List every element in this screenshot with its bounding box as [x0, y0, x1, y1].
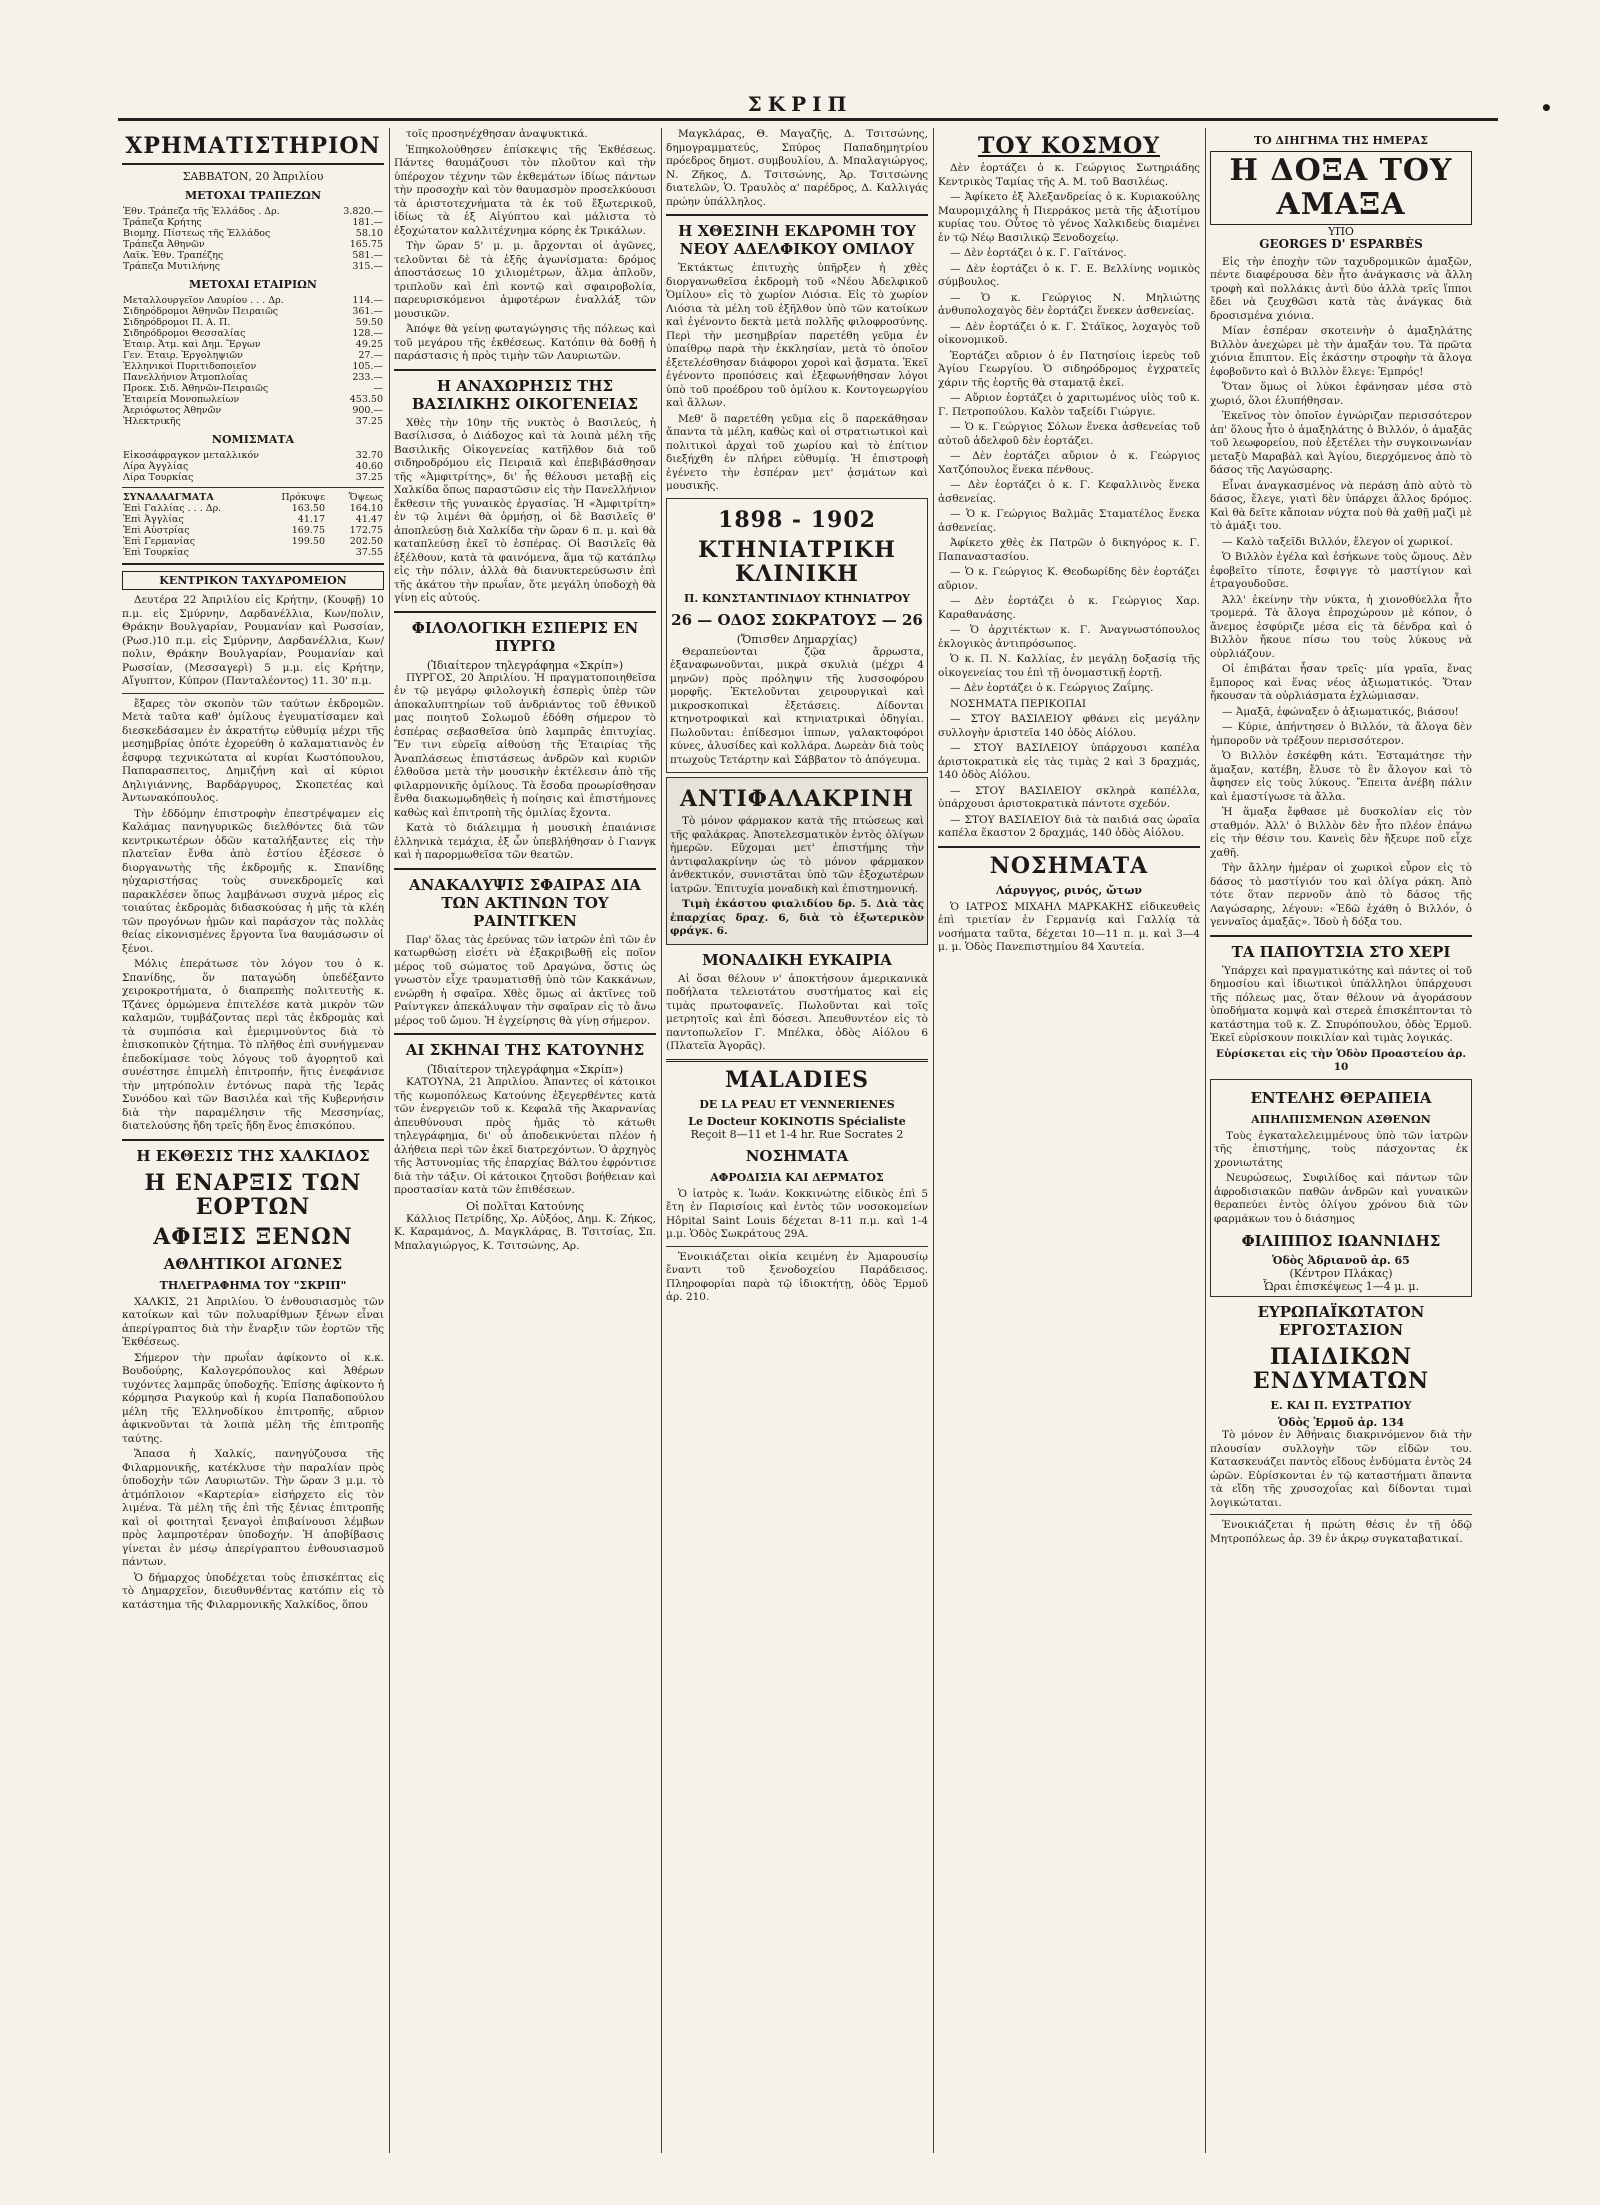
quote-value: 361.— — [352, 306, 383, 317]
society-title: ΤΟΥ ΚΟΣΜΟΥ — [978, 133, 1160, 159]
paragraph: ΠΥΡΓΟΣ, 20 Ἀπριλίου. Ἡ πραγματοποιηθεῖσα ἐν τῷ μεγάρῳ φιλολογικὴ ἑσπερὶς ὑπὲρ τῶν ἀποκαλυπτηρίων τοῦ ἀνδριάντος τοῦ ἐθνικοῦ μας ποιητοῦ Σολωμοῦ ἐδόθη σήμερον τὸ ἑσπέρας σεβασθεῖσα ὑπὸ λαμπρᾶς ἐπιτυχίας. Ἔν τινι εὐρεῖᾳ αἰθούσῃ τῆς Ἑταιρίας τῆς Ἀναπλάσεως ἐπιστάσεως ἀνδρῶν καὶ κυριῶν ἐλθοῦσα μετὰ τὴν μουσικὴν ἐκτέλεσιν ἀπὸ τῆς φιλαρμονικῆς ὁμίλους. Τὰ ἔσοδα προωρίσθησαν ἔνθα διακωμῳδηθεὶς ἡ ποίησις καὶ ἐπιστήμονες καθὼς καὶ ἐπιτροπὴ τῆς ὁμιλίας ἔχοντα. — [394, 671, 656, 819]
doctor-ad-gr-text: Ὁ ἰατρὸς κ. Ἰωάν. Κοκκινώτης εἰδικὸς ἐπὶ 5 ἔτη ἐν Παρισίοις καὶ ἐντὸς τῶν νοσοκομείων Hôpital Saint Louis δέχεται 8-11 π.μ. καὶ 1-4 μ.μ. Ὁδὸς Σωκράτους 29Α. — [666, 1187, 928, 1240]
society-item: — Δὲν ἑορτάζει ὁ κ. Γ. Γαϊτάνος. — [950, 247, 1127, 259]
divider — [666, 1059, 928, 1062]
divider — [122, 693, 384, 694]
paragraph: Τὴν ὥραν 5' μ. μ. ἄρχονται οἱ ἀγῶνες, τελοῦνται δὲ τὰ ἑξῆς ἀγωνίσματα: δρόμος ἀποστάσεως 10 χιλιομέτρων, ἅλμα ἁπλοῦν, τριπλοῦν καὶ ἐπὶ κοντῷ καὶ σφαιροβολία, παρευρισκόμενοι ἀμφοτέρων ἐναλλάξ τῶν μουσικῶν. — [394, 240, 656, 320]
quote-row — [122, 472, 384, 483]
header-rule — [118, 118, 1498, 121]
story-paragraph: — Κύριε, ἀπήντησεν ὁ Βιλλόν, τὰ ἄλογα δὲν ἠμποροῦν νὰ τρέξουν περισσότερον. — [1210, 721, 1472, 747]
doctor-ad-sub: DE LA PEAU ET VENNERIENES — [699, 1097, 895, 1111]
companies-title: ΜΕΤΟΧΑΙ ΕΤΑΙΡΙΩΝ — [189, 278, 317, 291]
divider — [122, 163, 384, 165]
quote-row — [122, 306, 384, 317]
quote-value: 3.820.— — [343, 206, 383, 217]
quote-row — [122, 361, 384, 372]
society-item: — ΣΤΟΥ ΒΑΣΙΛΕΙΟΥ ὑπάρχουσι καπέλα ἀριστοκρατικὰ εἰς τὰς τιμὰς 2 καὶ 3 δραχμάς, 140 ὁδὸς Αἰόλου. — [938, 742, 1200, 781]
paragraph: Ἐπηκολούθησεν ἐπίσκεψις τῆς Ἐκθέσεως. Πάντες θαυμάζουσι τὸν πλοῦτον καὶ τὴν ὑπέροχον τέχνην τῶν ἐκθεμάτων ἰδίως πάντων τὴν προσοχὴν καὶ τὸν θαυμασμὸν προσελκύουσι τὰ ἀριστοτεχνήματα τὰ ἐκ τοῦ ἔξωτερικοῦ, ἰδίως τὰ ἐξ Αἰγύπτου καὶ μάλιστα τὸ ἐξοχώτατον καλλιτέχνημα κόρης ἐκ Τρικάλων. — [394, 143, 656, 237]
quote-value: 58.10 — [355, 228, 383, 239]
quote-row — [122, 394, 384, 405]
clinic-ad — [666, 498, 928, 774]
page-header — [0, 0, 1600, 125]
quote-value: 315.— — [352, 261, 383, 272]
katounis-telegram: (Ἰδιαίτερον τηλεγράφημα «Σκρίπ») — [426, 1063, 624, 1076]
quote-label: Ἐπὶ Αὐστρίας — [123, 525, 190, 536]
quote-row — [122, 536, 384, 547]
hair-ad-price: Τιμὴ ἑκάστου φιαλιδίου δρ. 5. Διὰ τὰς ἐπαρχίας δραχ. 6, διὰ τὸ ἐξωτερικὸν φράγκ. 6. — [670, 898, 924, 937]
post-text: Δευτέρα 22 Ἀπριλίου εἰς Κρήτην, (Κουφῇ) 10 π.μ. εἰς Σμύρνην, Δαρδανέλλια, Κων/πολιν, Θράκην Βουλγαρίαν, Ρουμανίαν καὶ Ρωσσίαν, (Ρωσ.)10 π.μ. εἰς Σμύρνην, Δαρδανέλλια, Κων/πολιν, Θράκην Βουλγαρίαν, Ρουμανίαν καὶ Ρωσσίαν, (Μεσσαγερὶ) 5 μ.μ. εἰς Κρήτην, Αἴγυπτον, Κύπρον (Πανταλέοντος) 11. 30' π.μ. — [122, 594, 384, 687]
quote-label: Λίρα Ἀγγλίας — [123, 461, 189, 472]
society-item: — Δὲν ἑορτάζει ὁ κ. Γεώργιος Χαρ. Καραθανάσης. — [938, 595, 1200, 621]
quote-row — [122, 217, 384, 228]
quote-label: Ἐπὶ Γαλλίας . . . Δρ. — [123, 503, 222, 514]
divider — [122, 563, 384, 565]
society-item: — Ὁ κ. Γεώργιος Σόλων ἕνεκα ἀσθενείας τοῦ αὐτοῦ ἀδελφοῦ δὲν ἑορτάζει. — [938, 421, 1200, 447]
quote-row — [122, 383, 384, 394]
quote-row — [122, 239, 384, 250]
society-item: Δὲν ἑορτάζει ὁ κ. Γεώργιος Σωτηριάδης Κεντρικὸς Ταμίας τῆς Α. Μ. τοῦ Βασιλέως. — [938, 162, 1200, 188]
society-item: — Δὲν ἑορτάζει ὁ κ. Γεώργιος Ζαΐμης. — [950, 682, 1154, 694]
quote-value: 233.— — [352, 372, 383, 383]
quote-value: 114.— — [352, 295, 383, 306]
society-item: Ὁ κ. Π. Ν. Καλλίας, ἐν μεγάλῃ δοξασίᾳ τῆς οἰκογενείας του ἐπὶ τῇ ὀνομαστικῇ ἑορτῇ. — [938, 653, 1200, 679]
quote-value: 163.50 — [291, 503, 325, 514]
clothing-ad-address: Ὁδὸς Ἑρμοῦ ἀρ. 134 — [1277, 1416, 1405, 1429]
column-3 — [666, 128, 928, 2158]
quote-value: 40.60 — [355, 461, 383, 472]
column-divider — [661, 128, 662, 2153]
quote-row — [122, 461, 384, 472]
quote-value: 37.55 — [355, 547, 383, 558]
doctor-ad-gr-title: ΝΟΣΗΜΑΤΑ — [745, 1146, 849, 1165]
therapy-ad-text: Νευρώσεως, Συφιλίδος καὶ πάντων τῶν ἀφροδισιακῶν παθῶν ἀνδρῶν καὶ γυναικῶν θεραπεύει ἐντὸς ὀλίγου χρόνου διὰ τῶν φαρμάκων του ὁ διάσημος — [1214, 1172, 1468, 1225]
story-paragraph: Ἡ ἅμαξα ἔφθασε μὲ δυσκολίαν εἰς τὸν σταθμόν. Ἀλλ' ὁ Βιλλὸν δὲν ἦτο πλέον ἐπάνω εἰς τὴν θέσιν του. Κανεὶς δὲν ἤξευρε ποῦ εἶχε χαθῆ. — [1210, 806, 1472, 859]
story-paragraph: Ἐκεῖνος τὸν ὁποῖον ἐγνώριζαν περισσότερον ἀπ' ὅλους ἦτο ὁ ἁμαξηλάτης ὁ Βιλλόν, ὁ ἁμαξᾶς τοῦ λεωφορείου, ποὺ ἐξετέλει τὴν συγκοινωνίαν μεταξὺ Μαραβὰλ καὶ Ἀγίου, διερχόμενος ἀπὸ τὸ δάσος τῆς Λαγώσαρης. — [1210, 410, 1472, 476]
quote-row — [122, 514, 384, 525]
story-paragraph: Εἰς τὴν ἐποχὴν τῶν ταχυδρομικῶν ἁμαξῶν, πέντε διαφέρουσα δὲν ἦτο ἀνάγκασις νὰ ἄλλη τροφὴ καὶ πολλάκις ἀντὶ δύο ἀλλὰ τρεῖς ἵπποι ἔδει νὰ ζευχθῶσι κατὰ τὰς ἀνάγκας διὰ δροσισμένα χιόνια. — [1210, 255, 1472, 322]
divider — [938, 846, 1200, 848]
banks-table — [122, 206, 384, 272]
story-paragraph: — Καλὸ ταξεῖδι Βιλλόν, ἔλεγον οἱ χωρικοί. — [1222, 535, 1453, 548]
paragraph: Τὴν ἑδδόμην ἐπιστροφὴν ἐπεστρέψαμεν εἰς Καλάμας πανηγυρικῶς διελθόντες διὰ τῶν κεντρικωτέρων ὁδῶν καταλήξαντες εἰς τὴν πλατεῖαν ἔνθα ἀπὸ ἐστίου ἐξέσεσε ὁ διοργανωτὴς τῆς ἐκδρομῆς κ. Σπανίδης ηὐχαριστήσας τοὺς συνεκδρομεῖς καὶ παρακλέσεν ὅπως λαμβάνωσι συχνὰ μέρος εἰς τοιαύτας ἐκδρομὰς διδασκούσας ἡ μῆς τὰ κλέη τῶν προγόνων ἡμῶν καὶ παράσχον τὰς πολλὰς θείας εἰκονισμένες ἔργοντα ἵνα θαυμάσωσιν οἱ ξένοι. — [122, 807, 384, 955]
quote-value: 169.75 — [291, 525, 325, 536]
excursion-title: Η ΧΘΕΣΙΝΗ ΕΚΔΡΟΜΗ ΤΟΥ ΝΕΟΥ ΑΔΕΛΦΙΚΟΥ ΟΜΙΛΟΥ — [678, 222, 916, 258]
therapy-ad-address: Ὁδὸς Ἀδριανοῦ ἀρ. 65 — [1272, 1254, 1410, 1267]
story-paragraph: Ἀλλ' ἐκείνην τὴν νύκτα, ἡ χιονοθύελλα ἦτο τρομερά. Τὰ ἄλογα ἐπροχώρουν μὲ κόπον, ὁ ἄνεμος ἐσφύριζε μέσα εἰς τὰ δένδρα καὶ ὁ Βιλλὸν ἤκουε πίσω του τοὺς λύκους νὰ οὐρλιάζουν. — [1210, 593, 1472, 660]
quote-row — [122, 372, 384, 383]
society-item: — Ὁ ἀρχιτέκτων κ. Γ. Ἀναγνωστόπουλος ἐκλογικὸς ἀντιπρόσωπος. — [938, 624, 1200, 650]
quote-row — [122, 339, 384, 350]
quote-label: Ἐπὶ Ἀγγλίας — [123, 514, 184, 525]
feature-sub: ΑΦΙΞΙΣ ΞΕΝΩΝ — [153, 1223, 353, 1250]
quote-row — [122, 450, 384, 461]
royal-title: Η ΑΝΑΧΩΡΗΣΙΣ ΤΗΣ ΒΑΣΙΛΙΚΗΣ ΟΙΚΟΓΕΝΕΙΑΣ — [411, 376, 639, 413]
quote-value: 202.50 — [349, 536, 383, 547]
currency-title: ΝΟΜΙΣΜΑΤΑ — [211, 433, 295, 446]
paragraph: ἔξαρες τὸν σκοπὸν τῶν ταύτων ἐκδρομῶν. Μετὰ ταῦτα καθ' ὁμίλους ἐγευματίσαμεν καὶ διεσκεδάσαμεν ἐν ἀκρατήτῳ εὐθυμίᾳ μέχρι τῆς μεσημβρίας ὁπότε ἐχορεύθη ὁ καλαματιανὸς ἐν ἐσφυρᾳ τεχνικώτατα αἱ κυρίαι Κωστόπουλου, Παπαρασπειτος, Δημιζήνη καὶ αἱ κύριοι Δηλιγιάννης, Βαρδάργυρος, Σκοπετέας καὶ Ἀντωνακόπουλος. — [122, 697, 384, 804]
therapy-ad-doctor: ΦΙΛΙΠΠΟΣ ΙΩΑΝΝΙΔΗΣ — [1241, 1232, 1441, 1250]
society-item: — Ὁ κ. Γεώργιος Κ. Θεοδωρίδης δὲν ἑορτάζει αὔριον. — [938, 566, 1200, 592]
quote-value: 27.— — [358, 350, 383, 361]
divider — [394, 369, 656, 371]
column-divider — [389, 128, 390, 2153]
quote-label: Λαϊκ. Ἐθν. Τραπέζης — [123, 250, 224, 261]
clinic-address: 26 — ΟΔΟΣ ΣΩΚΡΑΤΟΥΣ — 26 — [671, 610, 923, 629]
story-paragraph: Μίαν ἐσπέραν σκοτεινὴν ὁ ἁμαξηλάτης Βιλλὸν ἀνεχώρει μὲ τὴν ἁμαξάν του. Τὰ πρῶτα χιόνια ἔπιπτον. Εἰς ἑκάστην στροφὴν τὰ ἄλογα ἐφοβοῦντο καὶ ὁ Βιλλὸν ἔλεγε: Ἐμπρός! — [1210, 325, 1472, 378]
quote-label: Γεν. Ἐταιρ. Ἐργοληψιῶν — [123, 350, 243, 361]
fx-title: ΣΥΝΑΛΛΑΓΜΑΤΑ — [123, 492, 214, 503]
quote-value: 164.10 — [349, 503, 383, 514]
rent-ad-text: Ἐνοικιάζεται οἰκία κειμένη ἐν Ἀμαρουσίῳ ἔναντι τοῦ ξενοδοχείου Παράδεισος. Πληροφορίαι παρὰ τῷ ἰδιοκτήτῃ, ὁδὸς Ἑρμοῦ ἀρ. 210. — [666, 1250, 928, 1303]
paragraph: τοῖς προσηνέχθησαν ἀναψυκτικά. — [406, 128, 588, 140]
quote-value: 900.— — [352, 405, 383, 416]
society-item: — Δὲν ἑορτάζει ὁ κ. Γ. Κεφαλλινὸς ἕνεκα ἀσθενείας. — [938, 479, 1200, 505]
quote-label: Σιδηρόδρομοι Θεσσαλίας — [123, 328, 246, 339]
rent-ad-text: Ἐνοικιάζεται ἡ πρώτη θέσις ἐν τῇ ὁδῷ Μητροπόλεως ἀρ. 39 ἐν ἀκρῳ συγκαταβατικαί. — [1210, 1519, 1472, 1545]
shoes-ad-address: Εὑρίσκεται εἰς τὴν Ὁδὸν Προαστείου ἀρ. 10 — [1215, 1047, 1467, 1073]
feature-sub: ΑΘΛΗΤΙΚΟΙ ΑΓΩΝΕΣ — [163, 1254, 343, 1273]
quote-row — [122, 525, 384, 536]
story-paragraph: — Ἀμαξᾶ, ἐφώναξεν ὁ ἀξιωματικός, βιάσου! — [1222, 705, 1459, 718]
therapy-ad-hours: Ὧραι ἐπισκέψεως 1—4 μ. μ. — [1262, 1280, 1420, 1293]
pyrgos-title: ΦΙΛΟΛΟΓΙΚΗ ΕΣΠΕΡΙΣ ΕΝ ΠΥΡΓΩ — [411, 618, 639, 655]
story-byline: ΥΠΟ — [1328, 225, 1354, 238]
story-kicker: ΤΟ ΔΙΗΓΗΜΑ ΤΗΣ ΗΜΕΡΑΣ — [1253, 134, 1429, 147]
quote-value: 181.— — [352, 217, 383, 228]
katounis-title: ΑΙ ΣΚΗΝΑΙ ΤΗΣ ΚΑΤΟΥΝΗΣ — [405, 1041, 645, 1059]
doctor-ad-gr-sub: ΑΦΡΟΔΙΣΙΑ ΚΑΙ ΔΕΡΜΑΤΟΣ — [710, 1170, 884, 1184]
society-item: — ΣΤΟΥ ΒΑΣΙΛΕΙΟΥ φθάνει εἰς μεγάλην συλλογὴν ἀριστεῖα 140 ὁδὸς Αἰόλου. — [938, 713, 1200, 739]
society-item: Ἑορτάζει αὔριον ὁ ἐν Πατησίοις ἱερεὺς τοῦ Ἁγίου Γεωργίου. Ὁ σιδηρόδρομος ἐγχρατεῖς χάριν τῆς ἑορτῆς θὰ σταματᾷ ἐκεῖ. — [938, 349, 1200, 389]
quote-row — [122, 416, 384, 427]
quote-label: Μεταλλουργεῖον Λαυρίου . . . Δρ. — [123, 295, 284, 306]
divider — [394, 1033, 656, 1035]
clinic-address-note: (Ὄπισθεν Δημαρχίας) — [736, 632, 858, 646]
story-paragraph: Ὁ Βιλλὸν ἐγέλα καὶ ἐσήκωνε τοὺς ὤμους. Δὲν ἐφοβεῖτο τίποτε, ἔσφιγγε τὸ μαστίγιον καὶ ἐτραγουδοῦσε. — [1210, 551, 1472, 590]
society-item: Ἀφίκετο χθὲς ἐκ Πατρῶν ὁ δικηγόρος κ. Γ. Παπαναστασίου. — [938, 537, 1200, 563]
quote-value: 37.25 — [355, 472, 383, 483]
divider — [394, 611, 656, 613]
column-5 — [1210, 128, 1472, 2158]
feature-kicker: Η ΕΚΘΕΣΙΣ ΤΗΣ ΧΑΛΚΙΔΟΣ — [136, 1146, 370, 1165]
paragraph: Μαγκλάρας, Θ. Μαγαζῆς, Δ. Τσιτσώνης, δημογραμματεύς, Σπύρος Παπαδημητρίου πρόεδρος δημοτ. συμβουλίου, Δ. Μπαλαγιώργος, Ν. Ζῆκος, Δ. Τσιτσώνης, Ἀρ. Τσιτσώνης διατελῶν, Ὁ. Τραυλὸς α' παρέδρος, Δ. Καλλιγάς πρώην ὑπάλληλος. — [666, 128, 928, 208]
paragraph: Μόλις ἐπεράτωσε τὸν λόγον του ὁ κ. Σπανίδης, ὅν παταγώδη ὑπεδέξαντο χειροκροτήματα, ὁ διαπρεπὴς πολιτευτὴς κ. Τζάνες ὁρμώμενα ἐπιτελέσε κατὰ μικρὸν τῶν καλαμῶν, τυμβάζοντας περὶ τὰς ἐκδρομὰς καὶ τὰ συμπόσια καὶ ἐμεριμνούντος διὰ τὸ ἐπισκοπικὸν ζήτημα. Τὸ πλῆθος ἐπὶ συνήγμεναν ἐπεδοκίμασε τοὺς λόγους τοῦ ἀγορητοῦ καὶ συνέστησε ἐπιμελὴ ἐπιτροπήν, ἥτις ἐνεφάνισε τὴν μητρόπολιν ἐντόνως παρὰ τῆς Ἱερᾶς Συνόδου καὶ τῶν Βασιλέα καὶ τῆς Κυβερνήσιν διὰ τὴν παραμέλησιν τῆς Μεσσηνίας, διατελούσης ἤδη τρεῖς ἤδη ἔνος ἐπισκόπου. — [122, 958, 384, 1132]
column-divider — [1205, 128, 1206, 2153]
clinic-title: ΚΤΗΝΙΑΤΡΙΚΗ ΚΛΙΝΙΚΗ — [698, 536, 896, 587]
story-paragraph: Ὁ Βιλλὸν ἐσκέφθη κάτι. Ἐσταμάτησε τὴν ἅμαξαν, κατέβη, ἔλυσε τὸ ἓν ἄλογον καὶ τὸ ἄφησεν εἰς τοὺς λύκους. Ἔπειτα ἀνέβη πάλιν καὶ ἐμαστίγωσε τὰ ἄλλα. — [1210, 750, 1472, 803]
divider — [666, 214, 928, 216]
quote-value: 37.25 — [355, 416, 383, 427]
page-mark: • — [1540, 96, 1553, 120]
story-paragraph: Τὴν ἄλλην ἡμέραν οἱ χωρικοὶ εὗρον εἰς τὸ δάσος τὸ μαστίγιόν του καὶ ὀλίγα ράκη. Ἀπὸ τότε ὅταν περνοῦν ἀπὸ τὸ δάσος τῆς Λαγώσαρης, λέγουν: «Ἐδῶ ἐχάθη ὁ Βιλλόν, ὁ γενναῖος ἁμαξᾶς». Ἰδοὺ ἡ δόξα του. — [1210, 862, 1472, 928]
paragraph: Παρ' ὅλας τὰς ἐρεύνας τῶν ἰατρῶν ἐπὶ τῶν ἐν κατωρθώσῃ εἰσέτι νὰ ἐξακριβωθῇ εἰς ποῖον μέρος τοῦ σώματος τοῦ Δραγώνα, ὅστις ὡς γνωστὸν εἶχε τραυματισθῇ ὑπὸ τῶν Κακκάνων, ενώρθη ἡ σφαῖρα. Χθὲς ὅμως αἱ ἀκτῖνες τοῦ Ραίντγκεν ἀπεκάλυψαν τὴν σφαῖραν εἰς τὸ ἄνω μέρος τοῦ ὤμου. Ἡ ἐγχείρησις θὰ γίνῃ σήμερον. — [394, 933, 656, 1027]
quote-label: Ἑταιρ. Ἀτμ. καὶ Δημ. Ἔργων — [123, 339, 261, 350]
quote-label: Ἑλληνικοὶ Πυριτιδοποιεῖον — [123, 361, 257, 372]
currency-table — [122, 450, 384, 483]
quote-row — [122, 250, 384, 261]
quote-label: Προεκ. Σιδ. Ἀθηνῶν-Πειραιῶς — [123, 383, 269, 394]
divider — [1210, 935, 1472, 937]
paragraph: Ἅπασα ἡ Χαλκίς, πανηγύζουσα τῆς Φιλαρμονικῆς, κατέκλυσε τὴν παραλίαν πρὸς ὑποδοχὴν τῶν Λαυριωτῶν. Τὴν ὥραν 3 μ.μ. τὸ ἀτμόπλοιον «Καρτερία» εἰσήρχετο εἰς τὸν λιμένα. Τὰ μέλη τῆς ἐπὶ τῆς ξένιας ἐπιτροπῆς καὶ οἱ φοιτηταὶ ξεναγοὶ ἐπιβαίνουσι λέμβων πρὸς λαμπροτέραν ὑποδοχήν. Ἡ ἀποβίβασις γίνεται ἐν μέσῳ ἀπερίγραπτου ἐνθουσιασμοῦ πάντων. — [122, 1448, 384, 1568]
doctor-ad-name: Le Docteur KOKINOTIS Spécialiste — [688, 1114, 906, 1128]
hair-ad-text: Τὸ μόνον φάρμακον κατὰ τῆς πτώσεως καὶ τῆς φαλάκρας. Ἀποτελεσματικὸν ἐντὸς ὀλίγων ἡμερῶν. Εὔχομαι μετ' ἐπιστήμης τὴν ἀντιφαλακρίνην ὡς τὸ μόνον φάρμακον ἀνθεκτικόν, συνιστᾶται ὑπὸ τῶν ἐξοχωτέρων ἰατρῶν. Ἐπιτυχία μοναδικὴ καὶ ἐπιστημονική. — [670, 815, 924, 895]
society-list — [938, 162, 1200, 841]
quote-label: Ἐπὶ Γερμανίας — [123, 536, 196, 547]
paragraph: Κάλλιος Πετρίδης, Χρ. Αὐξόος, Δημ. Κ. Ζήκος, Κ. Καραμάνος, Δ. Μαγκλάρας, Β. Τσιτσίας, Σπ. Μπαλαγιώργος, Κ. Τσιτσώνης, Αρ. — [394, 1212, 656, 1252]
feature-telegram: ΤΗΛΕΓΡΑΦΗΜΑ ΤΟΥ "ΣΚΡΙΠ" — [159, 1278, 347, 1292]
shoes-ad-text: Ὑπάρχει καὶ πραγματικότης καὶ πάντες οἱ τοῦ δημοσίου καὶ ἰδιωτικοὶ ὑπάλληλοι ὑπάρχουσι τῆς πόλεως μας, ὅταν θέλουν νὰ ἀγοράσουν ὑποδήματα κομψὰ καὶ στερεὰ ἐπισκέπτονται τὸ κατάστημα τοῦ κ. Ζ. Σπυρόπουλου, ὁδὸς Ἑρμοῦ. Ἐκεῖ εὑρίσκουν ποικιλίαν καὶ τιμὰς λογικάς. — [1210, 964, 1472, 1044]
paragraph: Μεθ' ὃ παρετέθη γεῦμα εἰς ὃ παρεκάθησαν ἅπαντα τὰ μέλη, καθὼς καὶ οἱ στρατιωτικοὶ καὶ πολιτικοὶ ἀρχαὶ τοῦ χωρίου καὶ τὸ ἐπίτιον διεξήχθη ἐν πλήρει εὐθυμίᾳ. Ἡ ἐπιστροφὴ ἐγένετο τὴν ἑσπέραν μετ' ᾀσμάτων καὶ μουσικῆς. — [666, 412, 928, 492]
quote-value: — — [373, 383, 383, 394]
banks-title: ΜΕΤΟΧΑΙ ΤΡΑΠΕΖΩΝ — [184, 189, 321, 202]
quote-row — [122, 328, 384, 339]
story-paragraph: Εἶναι ἀναγκασμένος νὰ περάσῃ ἀπὸ αὐτὸ τὸ δάσος, ἔλεγε, γιατὶ δὲν ὑπάρχει ἄλλος δρόμος. Καὶ θὰ δεῖτε κἄποιαν νύχτα ποὺ θὰ χαθῇ μαζὶ μὲ τὸ ἁμάξι του. — [1210, 479, 1472, 532]
quote-label: Τράπεζα Μυτιλήνης — [123, 261, 221, 272]
masthead: ΣΚΡΙΠ — [747, 92, 853, 116]
ent-ad-title: ΝΟΣΗΜΑΤΑ — [989, 852, 1149, 879]
therapy-ad-sub: ΑΠΗΛΠΙΣΜΕΝΩΝ ΑΣΘΕΝΩΝ — [1251, 1112, 1431, 1126]
story-paragraph: Ὅταν ὅμως οἱ λύκοι ἐφάνησαν μέσα στὸ χωριό, ὅλοι ἐλυπήθησαν. — [1210, 381, 1472, 407]
society-item: ΝΟΣΗΜΑΤΑ ΠΕΡΙΚΟΠΑΙ — [950, 697, 1087, 710]
column-divider — [933, 128, 934, 2153]
story-author: GEORGES D' ESPARBÈS — [1259, 237, 1423, 251]
clothing-ad-sub: ΠΑΙΔΙΚΩΝ ΕΝΔΥΜΑΤΩΝ — [1252, 1344, 1430, 1394]
divider — [1210, 1514, 1472, 1515]
quote-value: 41.47 — [355, 514, 383, 525]
quote-label: Λίρα Τουρκίας — [123, 472, 194, 483]
therapy-ad-address-note: (Κέντρον Πλάκας) — [1289, 1267, 1393, 1280]
quote-row — [122, 206, 384, 217]
clinic-years: 1898 - 1902 — [718, 506, 876, 533]
quote-value: 49.25 — [355, 339, 383, 350]
ent-ad-sub: Λάρυγγος, ρινός, ὤτων — [995, 883, 1143, 897]
quote-row — [122, 350, 384, 361]
quote-label: Σιδηρόδρομοι Π. Α. Π. — [123, 317, 231, 328]
companies-table — [122, 295, 384, 427]
quote-label: Ἠλεκτρικῆς — [123, 416, 181, 427]
ent-ad-text: Ὁ ΙΑΤΡΟΣ ΜΙΧΑΗΛ ΜΑΡΚΑΚΗΣ εἰδικευθεὶς ἐπὶ τριετίαν ἐν Γερμανίᾳ καὶ Γαλλίᾳ τὰ νοσήματα ταῦτα, δέχεται 10—11 π. μ. καὶ 3—4 μ. μ. Ὁδὸς Πανεπιστημίου 84 Χαυτεία. — [938, 900, 1200, 953]
paragraph: Ἀπόψε θὰ γείνῃ φωταγώγησις τῆς πόλεως καὶ τοῦ μεγάρου τῆς ἐκθέσεως. Κατόπιν θὰ δοθῇ ἡ παράστασις ἡ πρὸς τιμὴν τῶν Λαυριωτῶν. — [394, 323, 656, 362]
quote-label: Ἀεριόφωτος Ἀθηνῶν — [123, 405, 222, 416]
quote-row — [122, 503, 384, 514]
quote-row — [122, 228, 384, 239]
fx-head: Πρόκυψε — [281, 492, 325, 503]
pyrgos-telegram: (Ἰδιαίτερον τηλεγράφημα «Σκρίπ») — [426, 658, 624, 672]
fx-table — [122, 492, 384, 558]
quote-value: 165.75 — [349, 239, 383, 250]
feature-title: Η ΕΝΑΡΞΙΣ ΤΩΝ ΕΟΡΤΩΝ — [144, 1169, 362, 1220]
story-body — [1210, 256, 1472, 930]
xray-title: ΑΝΑΚΑΛΥΨΙΣ ΣΦΑΙΡΑΣ ΔΙΑ ΤΩΝ ΑΚΤΙΝΩΝ ΤΟΥ ΡΑΙΝΤΓΚΕΝ — [409, 875, 641, 930]
quote-value: 105.— — [352, 361, 383, 372]
bicycle-ad-text: Αἱ ὅσαι θέλουν ν' ἀποκτήσουν ἀμερικανικὰ ποδήλατα τελειοτάτου συστήματος καὶ εἰς τιμὰς πρωτοφανεῖς. Πωλοῦνται καὶ τοῖς μετρητοῖς καὶ ἐπὶ δόσεσι. Ἀπευθυντέον εἰς τὸ παντοπωλεῖον Γ. Μπέλκα, ὁδὸς Αἰόλου 6 (Πλατεῖα Ἀγορᾶς). — [666, 972, 928, 1052]
quote-value: 199.50 — [291, 536, 325, 547]
therapy-ad-title: ΕΝΤΕΛΗΣ ΘΕΡΑΠΕΙΑ — [1250, 1088, 1432, 1107]
clinic-text: Θεραπεύονται ζῷα ἄρρωστα, ἐξαναφωνοῦνται, μικρὰ σκυλιὰ (μέχρι 4 μηνῶν) πρὸς πρόληψιν τῆς λυσσοφόρου μορφῆς. Ἐκτελοῦνται χειρουργικαὶ καὶ μικροσκοπικαὶ ἐξετάσεις. Δίδονται κτηνοτροφικαὶ καὶ κτηνιατρικαὶ ὁδηγίαι. Πωλοῦνται: ἐπίδεσμοι ἱππων, γαλακτοφόροι κύνες, ἀλυσίδες καὶ κολλάρα. Δωρεὰν διὰ τοὺς πτωχοὺς Τετάρτην καὶ Σάββατον τὸ ἀπόγευμα. — [670, 645, 924, 766]
society-item: — Αὔριον ἑορτάζει ὁ χαριτωμένος υἱὸς τοῦ κ. Γ. Πετροπούλου. Καλὸν ταξείδι Γιώργιε. — [938, 392, 1200, 418]
quote-value: 581.— — [352, 250, 383, 261]
quote-row — [122, 317, 384, 328]
quote-label: Ἑταιρεία Μονοπωλείων — [123, 394, 240, 405]
quote-label: Ἐπὶ Τουρκίας — [123, 547, 189, 558]
society-item: — Δὲν ἑορτάζει αὔριον ὁ κ. Γεώργιος Χατζόπουλος ἕνεκα πένθους. — [938, 450, 1200, 476]
paragraph: Ἐκτάκτως ἐπιτυχὴς ὑπῆρξεν ἡ χθὲς διοργανωθεῖσα ἐκδρομὴ τοῦ «Νέου Ἀδελφικοῦ Ὁμίλου» εἰς τὸ χωρίον Λιόσια. Εἰς τὸ χωρίον Λιόσια τὰ μέλη τοῦ ἐξῆλθον ὑπὸ τῶν κατοίκων καὶ ἐγένοντο δεκτὰ μετὰ πολλῆς φιλοφροσύνης. Περὶ τὴν μεσημβρίαν παρετέθη γεῦμα ἐν ὑπαίθρῳ παρὰ τὴν ἐκκλησίαν, μετὰ τὸ ὁποῖον ἐξετελέσθησαν διάφοροι χοροὶ καὶ ᾄσματα. Ἐκεῖ ἐγένοντο προπόσεις καὶ ἐξεφωνήθησαν λόγοι ὑπὸ τοῦ προέδρου τοῦ ὁμίλου κ. Κοντογεωργίου καὶ ἄλλων. — [666, 262, 928, 409]
quote-value: 41.17 — [297, 514, 325, 525]
story-paragraph: Οἱ ἐπιβάται ἦσαν τρεῖς· μία γραῖα, ἕνας ἔμπορος καὶ ἕνας νέος ἀξιωματικός. Ὅταν ἤκουσαν τὰ οὐρλιάσματα ἐχλώμιασαν. — [1210, 663, 1472, 702]
quote-label: Βιομηχ. Πίστεως τῆς Ἑλλάδος — [123, 228, 271, 239]
quote-label: Ἐθν. Τράπεζα τῆς Ἑλλάδος . Δρ. — [123, 206, 280, 217]
quote-value — [268, 547, 326, 558]
clinic-name: Π. ΚΩΝΣΤΑΝΤΙΝΙΔΟΥ ΚΤΗΝΙΑΤΡΟΥ — [683, 591, 911, 605]
therapy-ad-text: Τοὺς ἐγκαταλελειμμένους ὑπὸ τῶν ἰατρῶν τῆς ἐπιστήμης, τοὺς πάσχοντας ἐκ χρονιωτάτης — [1214, 1129, 1468, 1169]
society-item: — Ἀφίκετο ἐξ Ἀλεξανδρείας ὁ κ. Κυριακούλης Μαυρομιχάλης ἡ Πιερράκος μετὰ τῆς ἀξιοτίμου κυρίας του. Οὗτος τὸ γένος Χαλκιδεὺς διαμένει ἐν τῷ Νέῳ Βασιλικῷ Ξενοδοχείῳ. — [938, 191, 1200, 244]
quote-label: Πανελλήνιον Ἀτμοπλοΐας — [123, 372, 248, 383]
society-item: — Ὁ κ. Γεώργιος Ν. Μηλιώτης ἀνθυπολοχαγὸς δὲν ἑορτάζει ἕνεκεν ἀσθενείας. — [938, 291, 1200, 317]
clothing-ad-name: Ε. ΚΑΙ Π. ΕΥΣΤΡΑΤΙΟΥ — [1270, 1399, 1412, 1412]
quote-label: Τράπεζα Ἀθηνῶν — [123, 239, 205, 250]
exchange-title: ΧΡΗΜΑΤΙΣΤΗΡΙΟΝ — [125, 133, 381, 159]
quote-row — [122, 547, 384, 558]
society-item: — Δὲν ἑορτάζει ὁ κ. Γ. Ε. Βελλίνης νομικὸς σύμβουλος. — [938, 262, 1200, 288]
divider — [666, 1246, 928, 1247]
quote-row — [122, 261, 384, 272]
society-item: — Δὲν ἑορτάζει ὁ κ. Γ. Στάϊκος, λοχαγὸς τοῦ οἰκονομικοῦ. — [938, 320, 1200, 346]
quote-label: Σιδηρόδρομοι Ἀθηνῶν Πειραιῶς — [123, 306, 279, 317]
quote-row — [122, 295, 384, 306]
exchange-date: ΣΑΒΒΑΤΟΝ, 20 Ἀπριλίου — [182, 170, 324, 183]
hair-ad-title: ΑΝΤΙΦΑΛΑΚΡΙΝΗ — [679, 786, 915, 812]
divider — [394, 868, 656, 870]
paragraph: Χθὲς τὴν 10ην τῆς νυκτὸς ὁ Βασιλεύς, ἡ Βασίλισσα, ὁ Διάδοχος καὶ τὰ λοιπὰ μέλη τῆς Βασιλικῆς Οἰκογενείας κατῆλθον διὰ τοῦ σιδηροδρόμου εἰς Πειραιᾶ καὶ ἐπεβιβάσθησαν τῆς «Ἀμφιτρίτης», δι' ἧς θέλουσι μεταβῇ εἰς Χαλκίδα ὅπως παραστῶσιν εἰς τὴν Πανελλήνιον ἔκθεσιν τῆς γυναικὸς ἐργασίας. Ἡ «Ἀμφιτρίτη» ἐν τῷ λιμένι θὰ ὁρμήσῃ, οἱ δὲ Βασιλεῖς θ' ἀποπλεύσῃ διὰ Χαλκίδα τὴν ὥραν 6 π. μ. καὶ θὰ καταπλεύσῃ ἐκεῖ τὸ ἑσπέρας. Οἱ Βασιλεῖς θὰ ἐξέλθουν, κατὰ τὰ φαινόμενα, ἅμα τῷ κατάπλῳ εἰς τὴν πόλιν, ἀλλὰ θὰ διανυκτερεύσωσιν ἐπὶ τῆς ἀκάτου τὴν πρωΐαν, ὅτε μεγάλη ὑποδοχὴ θὰ γίνῃ εἰς αὐτούς. — [394, 416, 656, 604]
quote-value: 32.70 — [355, 450, 383, 461]
paragraph: Κατὰ τὸ διάλειμμα ἡ μουσικὴ ἐπαιάνισε ἑλληνικὰ τεμάχια, ἐξ ὧν ὑπεβλήθησαν ὁ Γιανγκ καὶ ἡ παρορμωθεῖσα τῶν θεατῶν. — [394, 822, 656, 861]
shoes-ad-title: ΤΑ ΠΑΠΟΥΤΣΙΑ ΣΤΟ ΧΕΡΙ — [1231, 942, 1451, 961]
therapy-ad — [1210, 1079, 1472, 1298]
paragraph: Ὁ δήμαρχος ὑποδέχεται τοὺς ἐπισκέπτας εἰς τὸ Δημαρχεῖον, διευθυνθέντας κατόπιν εἰς τὸ κατάστημα τῆς Φιλαρμονικῆς Χαλκίδος, ὅπου — [122, 1571, 384, 1611]
column-2 — [394, 128, 656, 2158]
quote-row — [122, 405, 384, 416]
quote-value: 453.50 — [349, 394, 383, 405]
paragraph: ΧΑΛΚΙΣ, 21 Ἀπριλίου. Ὁ ἐνθουσιασμὸς τῶν κατοίκων καὶ τῶν πολυαρίθμων ξένων εἶναι ἀπερίγραπτος διὰ τὴν ἔναρξιν τῶν ἑορτῶν τῆς Ἐκθέσεως. — [122, 1295, 384, 1348]
quote-label: Τράπεζα Κρήτης — [123, 217, 202, 228]
hair-ad — [666, 777, 928, 945]
clothing-ad-title: ΕΥΡΩΠΑΪΚΩΤΑΤΟΝ ΕΡΓΟΣΤΑΣΙΟΝ — [1257, 1303, 1425, 1339]
bicycle-ad-title: ΜΟΝΑΔΙΚΗ ΕΥΚΑΙΡΙΑ — [702, 950, 892, 969]
paragraph: ΚΑΤΟΥΝΑ, 21 Ἀπριλίου. Ἀπαντες οἱ κάτοικοι τῆς κωμοπόλεως Κατούνης ἐξεγερθέντες κατὰ τῶν ἐνεργειῶν τοῦ κ. Κεφαλᾶ τῆς Ἀκαρνανίας ἀπευθύνουσι πρὸς ἡμᾶς τὸ κάτωθι τηλεγράφημα, δι' οὗ ἀποδεικνύεται πλέον ἡ ἀλήθεια περὶ τῶν ἐκεῖ διατρεχόντων. Ὁ ἀρχηγὸς τῆς Ἀστυνομίας τῆς ἐπαρχίας Βάλτου ἐφρόντισε διὰ τὴν τάξιν. Οἱ κάτοικοι ζητοῦσι βοήθειαν καὶ προστασίαν κατὰ τῶν ἐπιθέσεων. — [394, 1076, 656, 1196]
divider — [122, 1139, 384, 1141]
society-item: — ΣΤΟΥ ΒΑΣΙΛΕΙΟΥ διὰ τὰ παιδιά σας ὡραῖα καπέλα ἕκαστον 2 δραχμάς, 140 ὁδὸς Αἰόλου. — [938, 813, 1200, 839]
story-title: Η ΔΟΞΑ ΤΟΥ ΑΜΑΞΑ — [1210, 151, 1472, 225]
quote-value: 59.50 — [355, 317, 383, 328]
column-4 — [938, 128, 1200, 2158]
fx-head: Ὄψεως — [348, 492, 383, 503]
doctor-ad-title: MALADIES — [725, 1066, 869, 1093]
divider — [122, 487, 384, 488]
clothing-ad-text: Τὸ μόνον ἐν Ἀθήναις διακρινόμενον διὰ τὴν πλουσίαν συλλογὴν τῶν εἰδῶν του. Κατασκευάζει παντὸς εἴδους ἐνδύματα ἐντὸς 24 ὡρῶν. Εὑρίσκονται ἐν τῷ καταστήματι ἅπαντα τὰ εἴδη τῆς χρυσοχοΐας καὶ δίδονται τιμαὶ λογικώταται. — [1210, 1429, 1472, 1509]
quote-value: 172.75 — [349, 525, 383, 536]
post-title: ΚΕΝΤΡΙΚΟΝ ΤΑΧΥΔΡΟΜΕΙΟΝ — [122, 571, 384, 590]
society-item: — ΣΤΟΥ ΒΑΣΙΛΕΙΟΥ σκληρὰ καπέλλα, ὑπάρχουσι ἀριστοκρατικὰ πάντοτε σχεδόν. — [938, 784, 1200, 810]
katounis-sign: Οἱ πολῖται Κατούνης — [466, 1199, 584, 1213]
quote-value: 128.— — [352, 328, 383, 339]
paragraph: Σήμερον τὴν πρωΐαν ἀφίκοντο οἱ κ.κ. Βουδούρης, Καλογερόπουλος καὶ Ἀθέρων τυχόντες λαμπρᾶς ὑποδοχῆς. Ἐπίσης ἀφίκοντο ἡ κόρμησα Ριαγκούρ καὶ ἡ κυρία Παπαδοπούλου μέλη τῆς Ἑλληνοδίκου ἐπιτροπῆς, αὔριον ἀφικνοῦνται τὰ λοιπὰ μέλη τῆς ἐπιτροπῆς ταύτης. — [122, 1351, 384, 1445]
doctor-ad-hours: Reçoit 8—11 et 1-4 hr. Rue Socrates 2 — [690, 1127, 904, 1141]
society-item: — Ὁ κ. Γεώργιος Βαλμᾶς Σταματέλος ἕνεκα ἀσθενείας. — [938, 508, 1200, 534]
quote-label: Εἰκοσάφραγκον μεταλλικόν — [123, 450, 259, 461]
column-1 — [122, 128, 384, 2158]
